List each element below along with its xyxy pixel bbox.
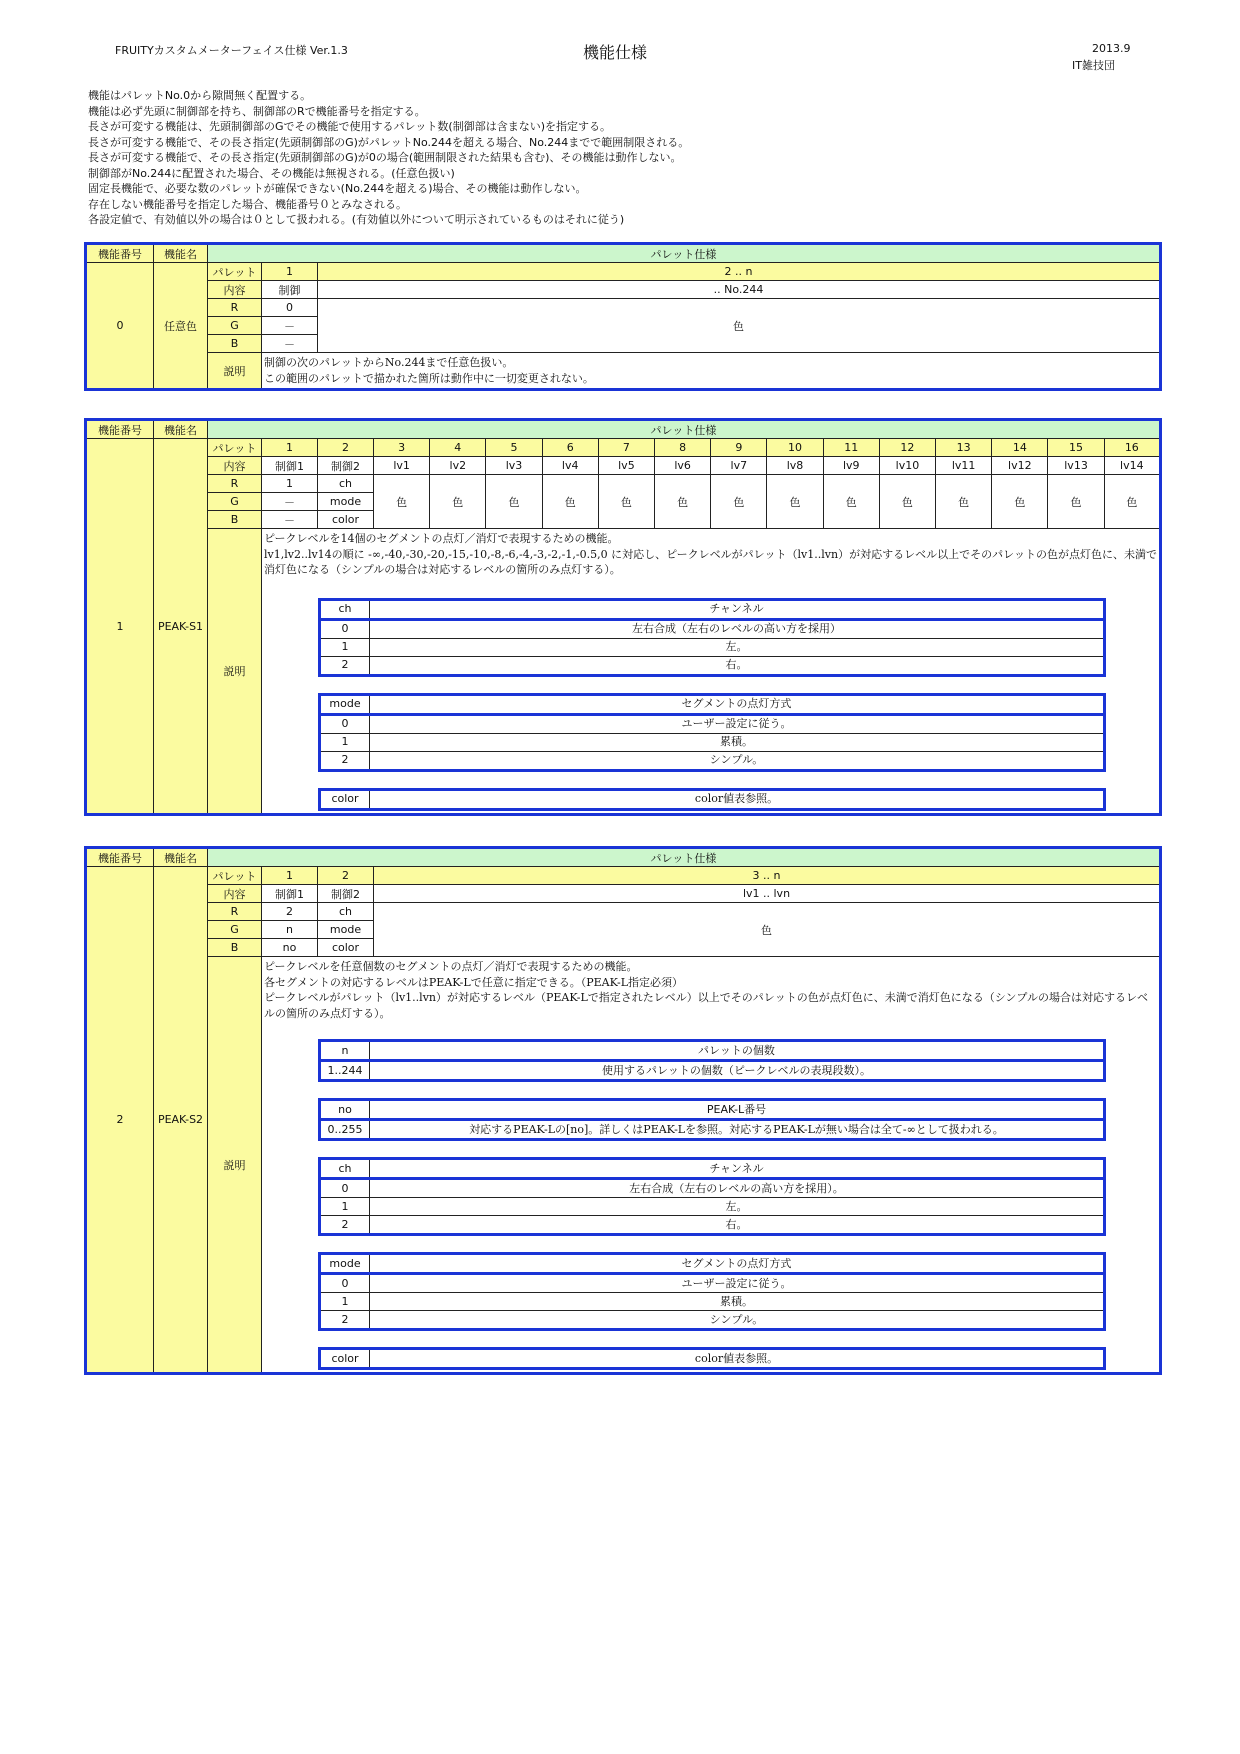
content-cell: 制御 <box>262 281 318 299</box>
color-table <box>318 1347 1106 1370</box>
sub-text: 累積。 <box>370 733 1105 751</box>
sub-text: 使用するパレットの個数（ピークレベルの表現段数）。 <box>370 1061 1105 1081</box>
sub-text: 右。 <box>370 656 1105 675</box>
sub-text: シンプル。 <box>370 751 1105 770</box>
description <box>262 529 1161 815</box>
palette-index: 1 <box>262 439 318 457</box>
b-value: no <box>262 939 318 957</box>
b-value: color <box>318 939 374 957</box>
r-label: R <box>208 903 262 921</box>
sub-key: color <box>320 789 370 809</box>
color-cell: 色 <box>992 475 1048 529</box>
ch-table <box>318 1157 1106 1236</box>
palette-index: 2 <box>318 867 374 885</box>
g-value: mode <box>318 921 374 939</box>
note: 存在しない機能番号を指定した場合、機能番号０とみなされる。 <box>88 197 407 211</box>
desc-line: 制御の次のパレットからNo.244まで任意色扱い。 <box>264 356 514 369</box>
doc-title: FRUITYカスタムメーターフェイス仕様 Ver.1.3 <box>115 44 348 57</box>
r-label: R <box>208 475 262 493</box>
mode-table <box>318 693 1106 772</box>
b-label: B <box>208 335 262 353</box>
note: 機能は必ず先頭に制御部を持ち、制御部のRで機能番号を指定する。 <box>88 104 426 118</box>
r-value: 0 <box>262 299 318 317</box>
sub-value: 2 <box>320 751 370 770</box>
color-cell: 色 <box>542 475 598 529</box>
function-2-table <box>84 846 1162 1375</box>
content-label: 内容 <box>208 281 262 299</box>
palette-index: 6 <box>542 439 598 457</box>
palette-spec-header: パレット仕様 <box>208 244 1161 263</box>
func-no: 1 <box>86 439 154 815</box>
palette-index: 1 <box>262 867 318 885</box>
color-cell: 色 <box>767 475 823 529</box>
sub-text: シンプル。 <box>370 1311 1105 1330</box>
desc-line: 各セグメントの対応するレベルはPEAK-Lで任意に指定できる。（PEAK-L指定必須） <box>264 975 684 989</box>
color-cell: 色 <box>318 299 1161 353</box>
content-cell: 制御1 <box>262 885 318 903</box>
color-cell: 色 <box>374 475 430 529</box>
sub-text: ユーザー設定に従う。 <box>370 1274 1105 1293</box>
sub-value: 0 <box>320 714 370 733</box>
sub-value: 2 <box>320 1216 370 1235</box>
note: 各設定値で、有効値以外の場合は０として扱われる。(有効値以外について明示されているものはそれに従う) <box>88 213 625 226</box>
color-cell: 色 <box>711 475 767 529</box>
content-cell: lv3 <box>486 457 542 475</box>
desc-line: ピークレベルを14個のセグメントの点灯／消灯で表現するための機能。 <box>264 532 619 545</box>
content-cell: lv6 <box>655 457 711 475</box>
r-value: ch <box>318 903 374 921</box>
ch-table <box>318 598 1106 677</box>
palette-index: 7 <box>598 439 654 457</box>
color-cell: 色 <box>374 903 1161 957</box>
func-no-header: 機能番号 <box>86 848 154 867</box>
g-label: G <box>208 921 262 939</box>
palette-index: 9 <box>711 439 767 457</box>
func-name: PEAK-S1 <box>154 439 208 815</box>
sub-text: color値表参照。 <box>370 789 1105 809</box>
sub-text: 左右合成（左右のレベルの高い方を採用） <box>370 619 1105 638</box>
palette-index: 1 <box>262 263 318 281</box>
color-cell: 色 <box>655 475 711 529</box>
no-table <box>318 1098 1106 1141</box>
doc-author: IT雑技団 <box>1072 59 1115 72</box>
sub-title: PEAK-L番号 <box>370 1100 1105 1120</box>
sub-text: 対応するPEAK-Lの[no]。詳しくはPEAK-Lを参照。対応するPEAK-Lが無い場合は全て-∞として扱われる。 <box>370 1120 1105 1140</box>
desc-line: この範囲のパレットで描かれた箇所は動作中に一切変更されない。 <box>264 371 594 385</box>
palette-index: 16 <box>1104 439 1160 457</box>
doc-date: 2013.9 <box>1092 42 1131 55</box>
r-value: ch <box>318 475 374 493</box>
sub-value: 2 <box>320 1311 370 1330</box>
content-cell: lv5 <box>598 457 654 475</box>
note: 長さが可変する機能で、その長さ指定(先頭制御部のG)が0の場合(範囲制限された結果も含む)、その機能は動作しない。 <box>88 151 682 164</box>
note: 機能はパレットNo.0から隙間無く配置する。 <box>88 89 312 102</box>
content-cell: lv8 <box>767 457 823 475</box>
palette-index: 4 <box>430 439 486 457</box>
function-0-table <box>84 242 1162 391</box>
b-value: color <box>318 511 374 529</box>
b-label: B <box>208 511 262 529</box>
palette-index: 14 <box>992 439 1048 457</box>
sub-key: ch <box>320 599 370 619</box>
content-cell: 制御1 <box>262 457 318 475</box>
rules-notes <box>88 88 689 228</box>
content-cell: lv7 <box>711 457 767 475</box>
sub-title: チャンネル <box>370 599 1105 619</box>
mode-table <box>318 1252 1106 1331</box>
sub-text: 左右合成（左右のレベルの高い方を採用）。 <box>370 1179 1105 1198</box>
g-value: － <box>262 317 318 335</box>
function-1-table <box>84 418 1162 816</box>
content-cell: lv10 <box>879 457 935 475</box>
r-label: R <box>208 299 262 317</box>
sub-key: no <box>320 1100 370 1120</box>
sub-title: パレットの個数 <box>370 1041 1105 1061</box>
content-cell: lv1 <box>374 457 430 475</box>
color-table <box>318 788 1106 811</box>
palette-index: 12 <box>879 439 935 457</box>
palette-index: 3 <box>374 439 430 457</box>
content-cell: lv9 <box>823 457 879 475</box>
note: 固定長機能で、必要な数のパレットが確保できない(No.244を超える)場合、その機能は動作しない。 <box>88 182 587 195</box>
sub-text: 左。 <box>370 638 1105 656</box>
func-name: PEAK-S2 <box>154 867 208 1374</box>
sub-value: 1..244 <box>320 1061 370 1081</box>
palette-index: 13 <box>936 439 992 457</box>
n-table <box>318 1039 1106 1082</box>
color-cell: 色 <box>879 475 935 529</box>
palette-spec-header: パレット仕様 <box>208 420 1161 439</box>
func-no-header: 機能番号 <box>86 244 154 263</box>
g-label: G <box>208 317 262 335</box>
func-no: 0 <box>86 263 154 390</box>
page-title: 機能仕様 <box>583 43 648 62</box>
b-value: － <box>262 511 318 529</box>
content-cell: lv13 <box>1048 457 1104 475</box>
b-label: B <box>208 939 262 957</box>
content-range: lv1 .. lvn <box>374 885 1161 903</box>
content-cell: 制御2 <box>318 457 374 475</box>
palette-index: 11 <box>823 439 879 457</box>
func-no-header: 機能番号 <box>86 420 154 439</box>
sub-value: 0 <box>320 1179 370 1198</box>
note: 制御部がNo.244に配置された場合、その機能は無視される。(任意色扱い) <box>88 166 455 180</box>
palette-index-range: 3 .. n <box>374 867 1161 885</box>
g-value: n <box>262 921 318 939</box>
func-name-header: 機能名 <box>154 848 208 867</box>
sub-key: n <box>320 1041 370 1061</box>
note: 長さが可変する機能で、その長さ指定(先頭制御部のG)がパレットNo.244を超える場合、No.244までで範囲制限される。 <box>88 135 690 149</box>
sub-key: ch <box>320 1159 370 1179</box>
palette-index: 2 <box>318 439 374 457</box>
func-name-header: 機能名 <box>154 244 208 263</box>
content-cell: lv12 <box>992 457 1048 475</box>
content-label: 内容 <box>208 885 262 903</box>
sub-key: mode <box>320 1254 370 1274</box>
palette-index-range: 2 .. n <box>318 263 1161 281</box>
content-label: 内容 <box>208 457 262 475</box>
palette-label: パレット <box>208 867 262 885</box>
color-cell: 色 <box>430 475 486 529</box>
sub-key: mode <box>320 694 370 714</box>
color-cell: 色 <box>1048 475 1104 529</box>
b-value: － <box>262 335 318 353</box>
sub-title: セグメントの点灯方式 <box>370 694 1105 714</box>
sub-key: color <box>320 1349 370 1369</box>
sub-value: 1 <box>320 1198 370 1216</box>
note: 長さが可変する機能は、先頭制御部のGでその機能で使用するパレット数(制御部は含まない)を指定する。 <box>88 120 611 133</box>
sub-value: 0..255 <box>320 1120 370 1140</box>
func-no: 2 <box>86 867 154 1374</box>
sub-value: 1 <box>320 733 370 751</box>
palette-spec-header: パレット仕様 <box>208 848 1161 867</box>
content-cell: lv4 <box>542 457 598 475</box>
desc-label: 説明 <box>208 529 262 815</box>
sub-text: color値表参照。 <box>370 1349 1105 1369</box>
description <box>262 957 1161 1374</box>
func-name: 任意色 <box>154 263 208 390</box>
content-cell: lv2 <box>430 457 486 475</box>
sub-title: セグメントの点灯方式 <box>370 1254 1105 1274</box>
sub-value: 2 <box>320 656 370 675</box>
palette-label: パレット <box>208 439 262 457</box>
g-value: － <box>262 493 318 511</box>
palette-index: 8 <box>655 439 711 457</box>
palette-label: パレット <box>208 263 262 281</box>
palette-index: 5 <box>486 439 542 457</box>
r-value: 2 <box>262 903 318 921</box>
desc-line: lv1,lv2..lv14の順に -∞,-40,-30,-20,-15,-10,-8,-6,-4,-3,-2,-1,-0.5,0 に対応し、ピークレベルがパレット（lv1..lvn）が対応するレベル以上でそのパレットの色が点灯色に、未満で消灯色になる（シンプルの場合は対応するレベルの箇所のみ点灯する）。 <box>264 547 1157 576</box>
g-value: mode <box>318 493 374 511</box>
func-name-header: 機能名 <box>154 420 208 439</box>
sub-text: ユーザー設定に従う。 <box>370 714 1105 733</box>
g-label: G <box>208 493 262 511</box>
palette-index: 15 <box>1048 439 1104 457</box>
color-cell: 色 <box>1104 475 1160 529</box>
r-value: 1 <box>262 475 318 493</box>
color-cell: 色 <box>486 475 542 529</box>
content-cell: lv14 <box>1104 457 1160 475</box>
desc-line: ピークレベルを任意個数のセグメントの点灯／消灯で表現するための機能。 <box>264 960 638 973</box>
sub-value: 1 <box>320 1293 370 1311</box>
sub-text: 左。 <box>370 1198 1105 1216</box>
sub-value: 0 <box>320 619 370 638</box>
sub-text: 右。 <box>370 1216 1105 1235</box>
content-cell: lv11 <box>936 457 992 475</box>
sub-value: 1 <box>320 638 370 656</box>
color-cell: 色 <box>598 475 654 529</box>
desc-label: 説明 <box>208 353 262 390</box>
content-range: .. No.244 <box>318 281 1161 299</box>
description <box>262 353 1161 390</box>
palette-index: 10 <box>767 439 823 457</box>
sub-title: チャンネル <box>370 1159 1105 1179</box>
desc-line: ピークレベルがパレット（lv1..lvn）が対応するレベル（PEAK-Lで指定されたレベル）以上でそのパレットの色が点灯色に、未満で消灯色になる（シンプルの場合は対応するレベルの箇所のみ点灯する）。 <box>264 991 1148 1020</box>
desc-label: 説明 <box>208 957 262 1374</box>
content-cell: 制御2 <box>318 885 374 903</box>
sub-value: 0 <box>320 1274 370 1293</box>
color-cell: 色 <box>823 475 879 529</box>
color-cell: 色 <box>936 475 992 529</box>
sub-text: 累積。 <box>370 1293 1105 1311</box>
